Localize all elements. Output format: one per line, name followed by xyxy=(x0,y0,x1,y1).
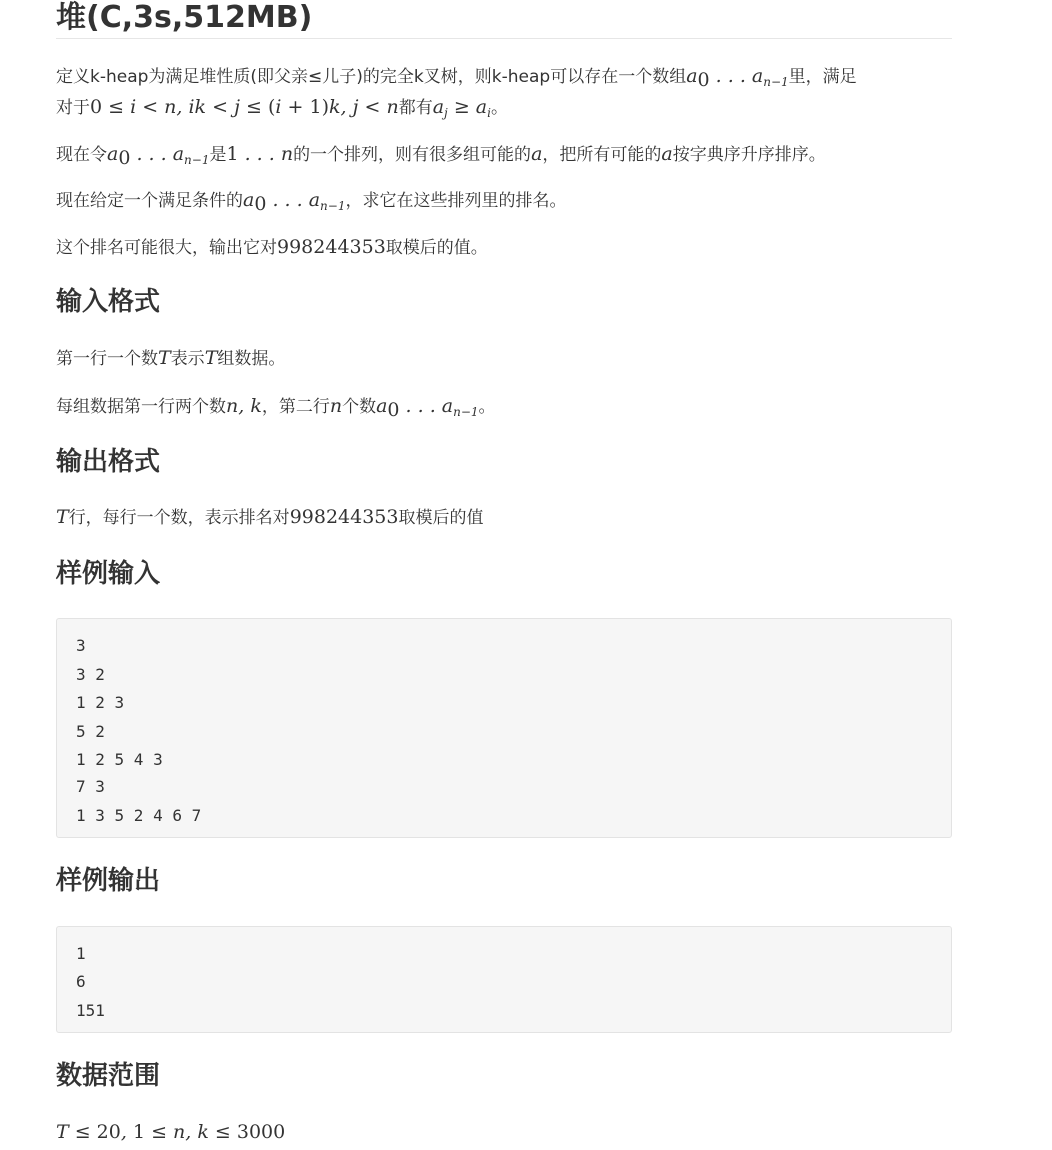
output-format-heading: 输出格式 xyxy=(56,447,161,477)
description-paragraph-1: 定义k-heap为满足堆性质(即父亲≤儿子)的完全k叉树，则k-heap可以存在一个数组$a_0$ . . . $a_{n-1}$里，满足 xyxy=(56,65,857,91)
constraints-line xyxy=(56,1117,952,1148)
code-line: 7 3 xyxy=(76,777,105,796)
sample-output-block[interactable] xyxy=(56,926,952,1033)
constraints-heading: 数据范围 xyxy=(56,1061,161,1091)
code-line: 1 2 5 4 3 xyxy=(76,750,163,769)
input-format-heading: 输入格式 xyxy=(56,287,161,317)
description-paragraph-3: 现在给定一个满足条件的$a_0$ . . . $a_{n-1}$，求它在这些排列里的排名。 xyxy=(56,189,567,215)
sample-input-heading: 样例输入 xyxy=(56,559,161,589)
sample-output-heading: 样例输出 xyxy=(56,866,161,896)
code-line: 1 xyxy=(76,944,86,963)
sample-input-block[interactable] xyxy=(56,618,952,838)
math-array-range: $a_0$ . . . $a_{n-1}$ xyxy=(686,65,789,91)
description-paragraph-4: 这个排名可能很大，输出它对998244353取模后的值。 xyxy=(56,236,488,258)
math-constraints: T ≤ 20, 1 ≤ n, k ≤ 3000 xyxy=(56,1121,286,1143)
description-paragraph-2: 现在令$a_0$ . . . $a_{n-1}$是1 . . . n的一个排列，则有很多组可能的a，把所有可能的a按字典序升序排序。 xyxy=(56,143,826,169)
code-line: 3 xyxy=(76,636,86,655)
code-line: 1 2 3 xyxy=(76,693,125,712)
problem-title: 堆(C,3s,512MB) xyxy=(56,0,952,39)
code-line: 151 xyxy=(76,1001,105,1020)
code-line: 1 3 5 2 4 6 7 xyxy=(76,806,202,825)
input-format-line-2: 每组数据第一行两个数n, k，第二行n个数$a_0$ . . . $a_{n-1}$。 xyxy=(56,395,496,421)
description-paragraph-1-cont: 对于0 ≤ i < n, ik < j ≤ (i + 1)k, j < n都有$a_j \ge a_i$。 xyxy=(56,96,508,120)
input-format-line-1: 第一行一个数T表示T组数据。 xyxy=(56,347,286,369)
math-heap-condition: $a_j \ge a_i$ xyxy=(432,96,491,120)
code-line: 6 xyxy=(76,972,86,991)
code-line: 3 2 xyxy=(76,665,105,684)
math-index-condition: 0 ≤ i < n, ik < j ≤ (i + 1)k, j < n xyxy=(90,96,399,118)
output-format-line: T行，每行一个数，表示排名对998244353取模后的值 xyxy=(56,506,484,528)
code-line: 5 2 xyxy=(76,722,105,741)
